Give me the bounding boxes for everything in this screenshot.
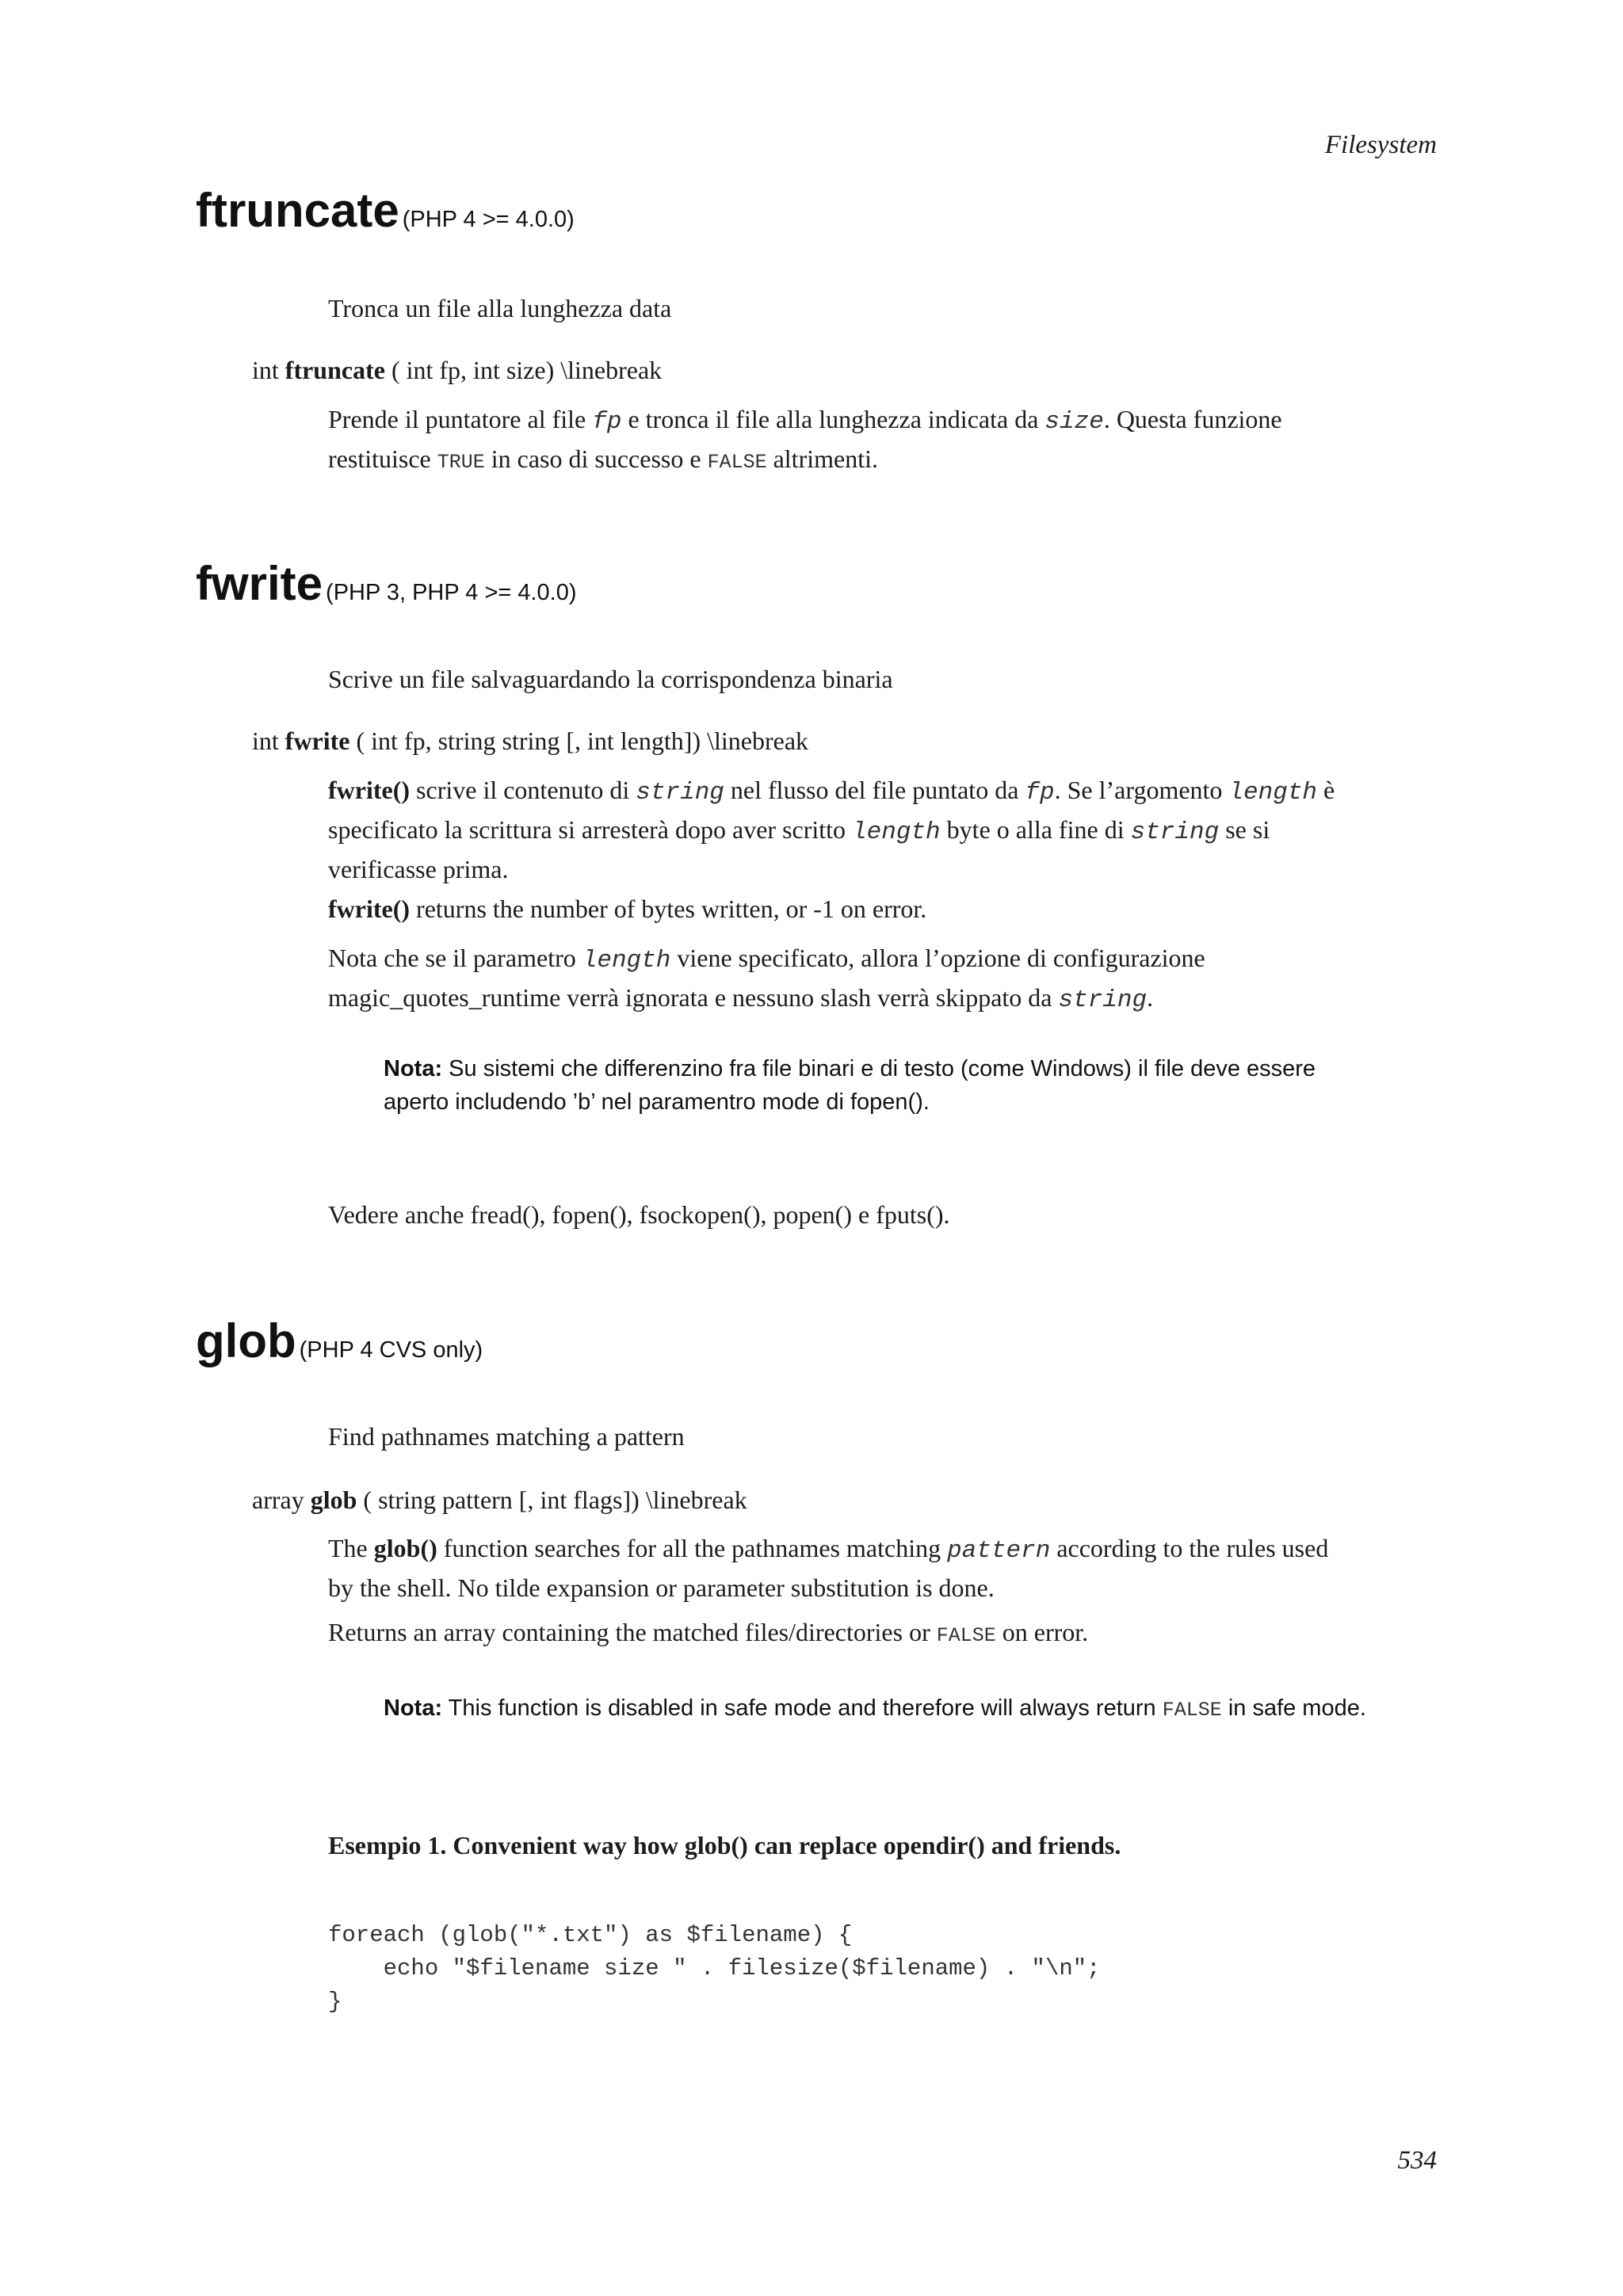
param-string: string	[1058, 986, 1148, 1014]
param-length: length	[852, 818, 941, 846]
note-label: Nota:	[384, 1056, 443, 1081]
return-type: int	[252, 727, 279, 755]
code-line: foreach (glob("*.txt") as $filename) {	[328, 1922, 853, 1948]
param-fp: fp	[592, 408, 622, 436]
const-false: FALSE	[707, 451, 767, 474]
desc-line-2: by the shell. No tilde expansion or parameter substitution is done.	[328, 1573, 995, 1602]
param-pattern: pattern	[947, 1537, 1051, 1565]
fwrite-heading	[196, 558, 577, 610]
param-length: length	[582, 947, 671, 974]
signature-name: glob	[310, 1486, 357, 1514]
glob-note-box: Nota: This function is disabled in safe mode and therefore will always return FALSE in safe mode.	[384, 1695, 1366, 1722]
fwrite-return-value: fwrite() returns the number of bytes written, or -1 on error.	[328, 894, 927, 923]
page-number: 534	[1397, 2146, 1437, 2175]
version-note: (PHP 4 CVS only)	[299, 1337, 483, 1363]
fwrite-see-also: Vedere anche fread(), fopen(), fsockopen(), popen() e fputs().	[328, 1200, 950, 1229]
fwrite-magic-quotes-note	[328, 940, 1205, 1019]
code-line: echo "$filename size " . filesize($filename) . "\n";	[328, 1955, 1101, 1981]
const-false: FALSE	[936, 1624, 996, 1647]
ftruncate-description	[328, 401, 1282, 481]
fwrite-signature	[252, 723, 808, 759]
function-name: fwrite	[196, 557, 323, 610]
desc-line-2: magic_quotes_runtime verrà ignorata e nessuno slash verrà skippato da string.	[328, 983, 1154, 1014]
desc-line-3: verificasse prima.	[328, 855, 509, 883]
glob-description	[328, 1530, 1328, 1606]
signature-name: ftruncate	[285, 356, 385, 384]
desc-line-1: Prende il puntatore al file fp e tronca il file alla lunghezza indicata da size. Questa funzione	[328, 405, 1282, 436]
return-type: int	[252, 356, 279, 384]
param-size: size	[1044, 408, 1104, 436]
signature-args: ( int fp, string string [, int length]) \linebreak	[356, 727, 809, 755]
note-line-2: aperto includendo ’b’ nel paramentro mode di fopen().	[384, 1089, 930, 1115]
ftruncate-summary: Tronca un file alla lunghezza data	[328, 294, 672, 322]
glob-signature	[252, 1482, 747, 1518]
function-name: ftruncate	[196, 184, 399, 237]
note-line-1: Nota: Su sistemi che differenzino fra file binari e di testo (come Windows) il file deve essere	[384, 1056, 1316, 1081]
ftruncate-heading	[196, 185, 575, 237]
running-header: Filesystem	[1324, 131, 1437, 159]
param-fp: fp	[1025, 779, 1055, 807]
desc-line-2: restituisce TRUE in caso di successo e FALSE altrimenti.	[328, 444, 878, 474]
signature-name: fwrite	[285, 727, 350, 755]
signature-args: ( string pattern [, int flags]) \linebreak	[363, 1486, 747, 1514]
const-false: FALSE	[1162, 1699, 1222, 1722]
example-title: Esempio 1. Convenient way how glob() can replace opendir() and friends.	[328, 1831, 1121, 1859]
const-true: TRUE	[437, 451, 485, 474]
fwrite-note-box	[384, 1052, 1316, 1119]
glob-heading	[196, 1315, 483, 1367]
return-type: array	[252, 1486, 304, 1514]
code-example	[328, 1919, 1101, 2019]
glob-summary: Find pathnames matching a pattern	[328, 1422, 685, 1451]
version-note: (PHP 3, PHP 4 >= 4.0.0)	[326, 580, 577, 605]
param-string: string	[636, 779, 724, 807]
glob-return-value: Returns an array containing the matched files/directories or FALSE on error.	[328, 1618, 1089, 1647]
function-name: glob	[196, 1314, 296, 1367]
version-note: (PHP 4 >= 4.0.0)	[402, 207, 575, 232]
desc-line-1: fwrite() scrive il contenuto di string nel flusso del file puntato da fp. Se l’argomento length è	[328, 776, 1335, 807]
desc-line-1: Nota che se il parametro length viene specificato, allora l’opzione di configurazione	[328, 944, 1205, 974]
param-string: string	[1130, 818, 1220, 846]
signature-args: ( int fp, int size) \linebreak	[391, 356, 663, 384]
ftruncate-signature	[252, 352, 662, 388]
note-label: Nota:	[384, 1695, 443, 1721]
fwrite-summary: Scrive un file salvaguardando la corrispondenza binaria	[328, 665, 893, 693]
param-length: length	[1228, 779, 1318, 807]
desc-line-2: specificato la scrittura si arresterà dopo aver scritto length byte o alla fine di string se si	[328, 815, 1270, 846]
fwrite-description	[328, 772, 1335, 887]
desc-line-1: The glob() function searches for all the pathnames matching pattern according to the rules used	[328, 1534, 1329, 1565]
code-line: }	[328, 1989, 342, 2015]
